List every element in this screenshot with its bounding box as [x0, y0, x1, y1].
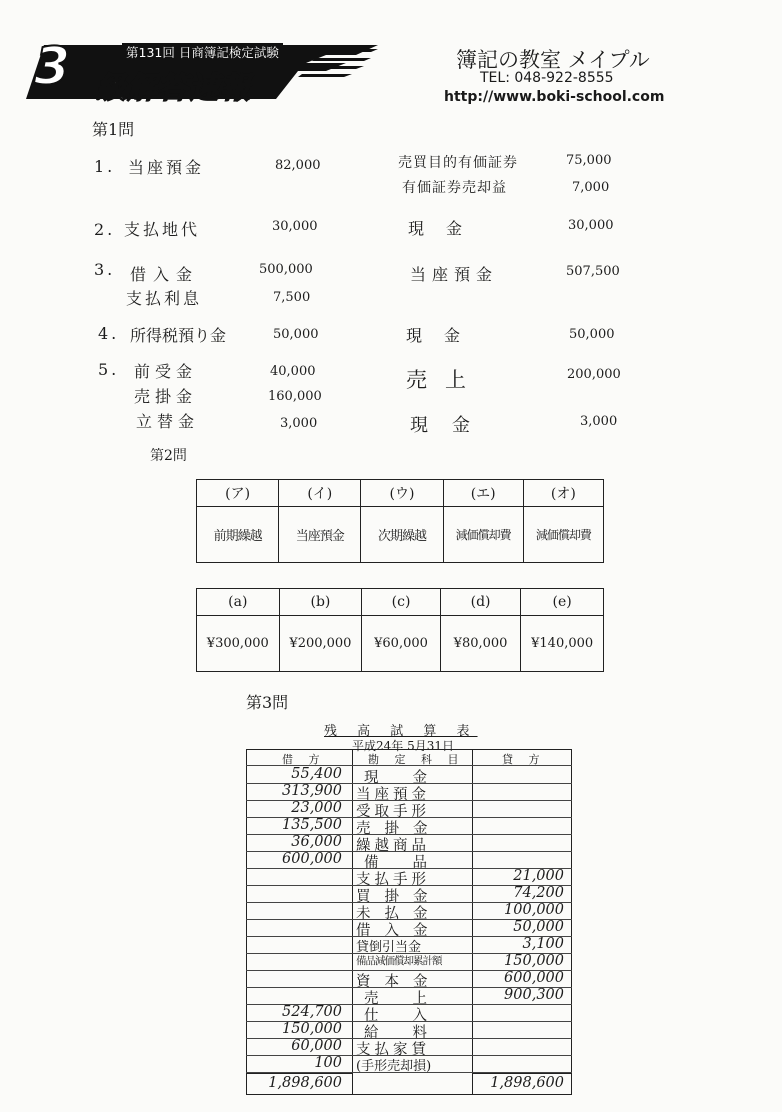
q1-debit-amount: 40,000: [270, 364, 316, 379]
q1-credit-amount: 7,000: [572, 180, 610, 195]
q2-table1-header: (オ): [523, 480, 603, 507]
q1-credit-account: 売上: [406, 368, 484, 392]
q1-debit-amount: 7,500: [273, 290, 311, 305]
trial-balance-table: [246, 749, 572, 1095]
q1-debit-account: 当座預金: [128, 158, 205, 177]
q2-table2-value: ¥60,000: [362, 616, 441, 672]
q2-table2-header: (e): [521, 589, 604, 616]
q1-debit-account: 支払利息: [126, 289, 203, 308]
logo-grade-number: 3: [34, 37, 71, 97]
q2-table2-value: ¥140,000: [521, 616, 604, 672]
debit-column-header: 借 方: [282, 753, 326, 766]
q2-table1-header: (エ): [443, 480, 523, 507]
q2-table1-header: (ア): [197, 480, 279, 507]
account-name: 資本金: [356, 974, 442, 990]
q3-heading: 第3問: [246, 693, 289, 712]
q2-heading: 第2問: [150, 448, 187, 464]
debit-amount: 36,000: [291, 834, 342, 850]
credit-amount: 100,000: [504, 902, 564, 918]
school-tel: TEL: 048-922-8555: [480, 70, 614, 86]
q1-debit-amount: 50,000: [273, 327, 319, 342]
q2-table2-header: (b): [279, 589, 362, 616]
account-column-header: 勘 定 科 目: [368, 753, 465, 766]
q1-credit-amount: 3,000: [580, 414, 618, 429]
account-name: 給料: [364, 1025, 461, 1041]
q1-credit-amount: 30,000: [568, 218, 614, 233]
school-url[interactable]: http://www.boki-school.com: [444, 89, 665, 105]
q1-debit-amount: 3,000: [280, 416, 318, 431]
debit-amount: 23,000: [291, 800, 342, 816]
credit-amount: 150,000: [504, 953, 564, 969]
q1-credit-amount: 507,500: [566, 264, 620, 279]
account-name: (手形売却損): [356, 1059, 432, 1074]
debit-total-rule: [246, 1073, 352, 1074]
trial-balance-title: 残 高 試 算 表: [324, 724, 478, 739]
q2-table2-value: ¥300,000: [197, 616, 280, 672]
school-name: 簿記の教室 メイプル: [456, 48, 650, 72]
credit-amount: 50,000: [513, 919, 564, 935]
account-name: 当座預金: [356, 787, 430, 803]
q1-entry-number: 1.: [94, 157, 116, 176]
q1-debit-account: 借入金: [130, 265, 200, 284]
q1-credit-account: 現金: [408, 219, 485, 238]
debit-amount: 313,900: [282, 783, 342, 799]
q2-table1-value: 前期繰越: [197, 507, 279, 563]
account-name: 仕入: [364, 1008, 461, 1024]
debit-amount: 600,000: [282, 851, 342, 867]
q2-table1-value: 当座預金: [279, 507, 361, 563]
q1-debit-amount: 82,000: [275, 158, 321, 173]
account-name: 繰越商品: [356, 838, 430, 854]
q1-credit-amount: 50,000: [569, 327, 615, 342]
q2-table1-header: (イ): [279, 480, 361, 507]
q1-debit-account: 売掛金: [134, 387, 198, 406]
account-name: 受取手形: [356, 804, 430, 820]
credit-column-header: 貸 方: [502, 753, 546, 766]
q1-entry-number: 2.: [94, 220, 116, 239]
debit-amount: 135,500: [282, 817, 342, 833]
q1-entry-number: 4.: [98, 324, 120, 343]
exam-logo: [26, 37, 378, 106]
q2-table2-value: ¥80,000: [440, 616, 521, 672]
account-name: 備品: [364, 855, 461, 871]
q1-debit-amount: 160,000: [268, 389, 322, 404]
debit-total: 1,898,600: [268, 1075, 342, 1091]
q1-credit-account: 当座預金: [410, 265, 499, 284]
credit-amount: 900,300: [504, 987, 564, 1003]
account-name: 支払手形: [356, 872, 430, 888]
q2-table2-header: (d): [440, 589, 521, 616]
q2-table-amounts: [196, 588, 604, 672]
q2-table1-header: (ウ): [361, 480, 443, 507]
q1-debit-account: 前受金: [134, 362, 198, 381]
q2-table1-value: 減価償却費: [443, 507, 523, 563]
debit-amount: 55,400: [291, 766, 342, 782]
q1-entry-number: 5.: [98, 360, 120, 379]
q1-credit-account: 現金: [410, 415, 494, 436]
q1-heading: 第1問: [92, 120, 135, 139]
logo-title: 級解答速報: [96, 71, 251, 106]
q1-entry-number: 3.: [94, 260, 116, 279]
account-name: 借入金: [356, 923, 442, 939]
q1-credit-account: 現金: [406, 326, 483, 345]
debit-amount: 60,000: [291, 1038, 342, 1054]
q1-credit-amount: 200,000: [567, 367, 621, 382]
account-name: 未払金: [356, 906, 442, 922]
account-name: 貸倒引当金: [356, 940, 422, 955]
q2-table-accounts: [196, 479, 604, 563]
account-name: 現金: [364, 770, 461, 786]
account-name: 売掛金: [356, 821, 442, 837]
trial-balance-date: 平成24年 5月31日: [352, 739, 454, 753]
credit-total-rule: [472, 1073, 572, 1074]
debit-amount: 100: [314, 1055, 342, 1071]
credit-amount: 3,100: [522, 936, 564, 952]
q1-debit-account: 支払地代: [124, 220, 201, 239]
q1-credit-account: 有価証券売却益: [402, 180, 507, 196]
q2-table1-value: 次期繰越: [361, 507, 443, 563]
debit-amount: 150,000: [282, 1021, 342, 1037]
account-name: 備品減価償却累計額: [356, 955, 442, 967]
q1-credit-account: 売買目的有価証券: [398, 155, 518, 171]
debit-amount: 524,700: [282, 1004, 342, 1020]
q2-table2-value: ¥200,000: [279, 616, 362, 672]
account-name: 売上: [364, 991, 461, 1007]
q1-debit-amount: 500,000: [259, 262, 313, 277]
q2-table1-value: 減価償却費: [523, 507, 603, 563]
credit-amount: 74,200: [513, 885, 564, 901]
account-name: 買掛金: [356, 889, 442, 905]
q1-debit-account: 立替金: [136, 412, 200, 431]
q1-debit-amount: 30,000: [272, 219, 318, 234]
q1-credit-amount: 75,000: [566, 153, 612, 168]
credit-total: 1,898,600: [490, 1075, 564, 1091]
logo-subtitle: 第131回 日商簿記検定試験: [122, 43, 283, 61]
q2-table2-header: (c): [362, 589, 441, 616]
q1-debit-account: 所得税預り金: [130, 326, 227, 345]
credit-amount: 600,000: [504, 970, 564, 986]
account-name: 支払家賃: [356, 1042, 430, 1058]
credit-amount: 21,000: [513, 868, 564, 884]
q2-table2-header: (a): [197, 589, 280, 616]
